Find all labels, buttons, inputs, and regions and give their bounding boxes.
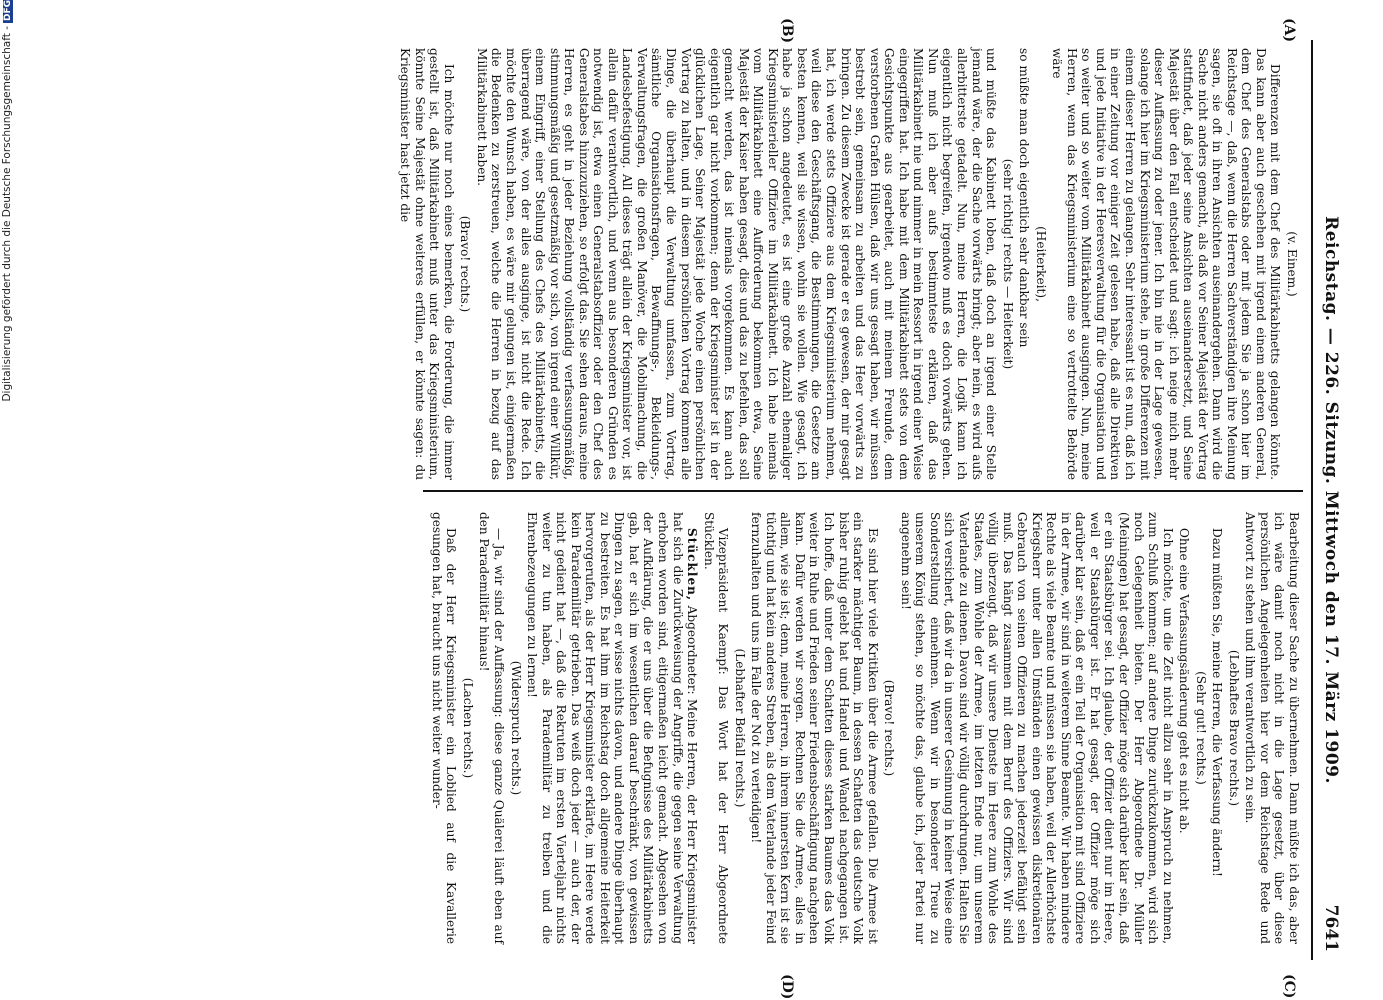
speaker-name: Stücklen, <box>685 528 700 602</box>
page-header <box>1311 40 1343 960</box>
paragraph: so müßte man doch eigentlich sehr dankbar sein <box>1017 48 1032 348</box>
paragraph: Differenzen mit dem Chef des Militärkabinetts gelangen könnte. Das kann aber auch geschehen mit irgend einem anderen General, dem Chef des Generalstabs oder mit jedem Sie ja schon hier im Reichstage —, daß, wenn die Herren Sachverständigen ihre Meinung sagen, sie oft in ihren Ansichten auseinandergehen. Dann wird die Sache nicht anders gemacht, als daß vor Seiner Majestät der Vortrag stattfindet, daß jeder seine Ansichten auseinandersetzt, und Seine Majestät über den Fall entscheidet und sagt: ich neige mich mehr dieser Auffassung zu oder jener. Ich bin nie in der Lage gewesen, solange ich hier im Kriegsministerium stehe, in große Differenzen mit einem dieser Herren zu gelangen. Sehr interessant ist es nun, daß ich in einer Zeitung vor einiger Zeit gelesen habe, daß alle Direktiven und jede Initiative in der Heeresverwaltung für die Organisation und so weiter und so weiter vom Militärkabinett ausgingen. Nun, meine Herren, wenn das Kriegsministerium eine so vertrottelte Behörde wäre <box>1050 48 1283 480</box>
right-column <box>431 512 1301 944</box>
speech-text: Abgeordneter: Meine Herren, der Herr Kriegsminister hat sich die Zurückweisung der Angriffe, die gegen seine Verwaltung erhoben worden sind, eitigermaßen leicht gemacht. Abgesehen von der Aufklärung, die er uns über die Befugnisse des Militärkabinetts gab, hat er sich im wesentlichen darauf beschränkt, von gewissen Dingen zu sagen, er wisse nichts davon, und andere Dinge überhaupt zu bestreiten. Es hat ihm im Reichstag doch allgemeine Heiterkeit hervorgerufen, als der Herr Kriegsminister erklärte, im Heere werde kein Parademilitär getrieben. Das weiß doch jeder — auch der, der nicht gedient hat —, daß die Rekruten im ersten Vierteljahr nichts weiter zu tun haben, als Parademilitär zu treiben und die Ehrenbezeugungen zu lernen! <box>525 512 700 944</box>
margin-marker-c: (C) <box>1281 974 1297 999</box>
digitization-credit <box>1 0 15 998</box>
paragraph: Bearbeitung dieser Sache zu übernehmen. Dann müßte ich das, aber ich wäre damit noch nicht in die Lage gesetzt, über diese persönlichen Angelegenheiten hier vor dem Reichstage Rede und Antwort zu stehen und ihm verantwortlich zu sein. <box>1243 512 1301 944</box>
paragraph: Daß der Herr Kriegsminister ein Loblied auf die Kavallerie gesungen hat, braucht uns nicht weiter wunder- <box>429 512 459 944</box>
interjection: (Sehr gut! rechts.) <box>1193 671 1208 785</box>
interjection: (Bravo! rechts.) <box>458 215 473 313</box>
interjection: (Bravo! rechts.) <box>882 679 897 777</box>
interjection: (sehr richtig! rechts — Heiterkeit) <box>1000 158 1015 370</box>
interjection: (Widerspruch rechts.) <box>508 660 523 796</box>
paragraph: Ich möchte nur noch eines bemerken, die Forderung, die immer gestellt ist, daß Militärkabinett muß unter das Kriegsministerium, könnte Seine Majestät ohne weiteres erfüllen, er könnte sagen: du Kriegsminister hast jetzt die <box>398 48 456 480</box>
paragraph: — Ja, wir sind der Auffassung: diese ganze Quälerei läuft eben auf den Parademilitär hinaus! <box>477 512 507 944</box>
left-column <box>398 48 1301 480</box>
paragraph: Vizepräsident Kaempf: Das Wort hat der Herr Abgeordnete Stücklen. <box>701 512 731 944</box>
column-divider <box>423 490 1303 492</box>
interjection: (Heiterkeit), <box>1033 226 1048 302</box>
margin-marker-d: (D) <box>779 974 795 1000</box>
paragraph: Ich möchte, um die Zeit nicht allzu sehr in Anspruch zu nehmen, zum Schluß kommen; auf andere Dinge zurückzukommen, wird sich noch Gelegenheit bieten. Der Herr Abgeordnete Dr. Müller (Meiningen) hat gesagt, der Offizier möge sich darüber klar sein, daß er ein Staatsbürger sei. Ich glaube, der Offizier dient nur im Heere, weil er Staatsbürger ist. Er hat gesagt, der Offizier möge sich darüber klar sein, daß er ein Teil der Organisation mit sind Offiziere in der Armee, wir sind in weiterem Sinne Beamte. Wir haben mindere Rechte als viele Beamte und müssen sie haben, weil der Allerhöchste Kriegsherr unter allen Umständen einen gewissen diskretionären Gebrauch von seinen Offizieren zu machen jederzeit befähigt sein muß. Das hängt zusammen mit dem Beruf des Offiziers. Wir sind völlig überzeugt, daß wir unsere Dienste im Heere zum Wohle des Staates, zum Wohle der Armee, im letzten Ende nur, um unserem Vaterlande zu dienen. Davon sind wir völlig durchdrungen. Halten Sie sich versichert, daß wir da in unserer Gesinnung in keiner Weise eine Sonderstellung einnehmen. Wenn wir in besonderer Treue zu unserem König stehen, so möchte das, glaube ich, jeder Partei nur angenehm sein! <box>898 512 1175 944</box>
margin-marker-a: (A) <box>1281 18 1297 43</box>
margin-marker-b: (B) <box>779 18 795 44</box>
paragraph: und müßte das Kabinett loben, daß doch an irgend einer Stelle jemand wäre, der die Sache vorwärts bringt; aber nein, es wird aufs allerbitterste getadelt. Nun, meine Herren, die Logik kann ich eigentlich nicht begreifen, irgendwo muß es doch vorwärts gehen. Nun muß ich aber aufs bestimmteste erklären, daß das Militärkabinett nie und nimmer in mein Ressort in irgend einer Weise eingegriffen hat. Ich habe mit dem Militärkabinett stets von dem Gesichtspunkte aus gearbeitet, auch mit meinem Freunde, dem verstorbenen Grafen Hülsen, daß wir uns gesagt haben, wir müssen bestrebt sein, gemeinsam zu arbeiten und das Heer vorwärts zu bringen. Zu diesem Zwecke ist gerade er es gewesen, der mir gesagt hat, ich werde stets Offiziere aus dem Kriegsministerium nehmen, weil diese den Geschäftsgang, die Bestimmungen, die Gesetze am besten kennen, weil sie wissen, wohin sie wollen. Wie gesagt, ich habe ja schon angedeutet, es ist eine große Anzahl ehemaliger Kriegsministerieller Offiziere im Militärkabinett. Ich habe niemals vom Militärkabinett eine Aufforderung bekommen etwa, Seine Majestät der Kaiser haben gesagt, dies und das zu befehlen, das soll gemacht werden, das ist niemals vorgekommen. Es kann auch eigentlich gar nicht vorkommen; denn der Kriegsminister ist in der glücklichen Lage, Seiner Majestät jede Woche einen persönlichen Vortrag zu halten, und in diesem persönlichen Vortrag kommen alle Dinge, die überhaupt die Verwaltung umfassen, zum Vortrag, sämtliche Organisationsfragen, Bewaffnungs-, Bekleidungs-, Verwaltungsfragen, die großen Manöver, die Mobilmachung, die Landesbefestigung. All dieses trägt allein der Kriegsminister vor, ist allein dafür verantwortlich, und wenn aus besonderen Gründen es notwendig ist, etwa einen Generalstabsoffizier oder den Chef des Generalstabes hinzuzuziehen, so erfolgt das. Sie sehen daraus, meine Herren, es geht in jeder Beziehung vollständig verfassungsmäßig, stimmungsmäßig und gesetzmäßig vor sich, von irgend einer Willkür, einem Eingriff, einer Stellung des Chefs des Militärkabinetts, die überragend wäre, von der alles ausginge, ist nicht die Rede. Ich möchte den Wunsch haben, es wäre mir gelungen ist, einigermaßen die Bedenken zu zerstreuen, welche die Herren in bezug auf das Militärkabinett haben. <box>474 48 999 480</box>
speaker-note: (v. Einem.) <box>1285 231 1299 297</box>
interjection: (Lebhafter Beifall rechts.) <box>732 648 747 808</box>
dfg-logo: DFG <box>3 0 13 22</box>
paragraph: Es sind hier viele Kritiken über die Armee gefallen. Die Armee ist ein starker mächtiger Baum, in dessen Schatten das deutsche Volk bisher ruhig gelebt hat und Handel und Wandel nachgegangen ist. Ich hoffe, daß unter dem Schatten dieses starken Baumes das Volk weiter in Ruhe und Frieden seiner Friedensbeschäftigung nachgehen kann. Dafür werden wir sorgen. Rechnen Sie die Armee, alles in allem, wie sie ist; denn, meine Herren, in ihrem innersten Kern ist sie tüchtig und hat kein anderes Streben, als dem Vaterlande jeder Feind fernzuhalten und uns im Falle der Not zu verteidigen! <box>749 512 880 944</box>
paragraph <box>525 512 700 944</box>
paragraph: Dazu müßten Sie, meine Herren, die Verfassung ändern! <box>1210 528 1225 877</box>
interjection: (Lebhaftes Bravo rechts.) <box>1226 649 1241 807</box>
page-number: 7641 <box>1321 904 1341 952</box>
interjection: (Lachen rechts.) <box>460 677 475 779</box>
header-title: Reichstag. — 226. Sitzung. Mittwoch den 17. März 1909. <box>1321 216 1341 784</box>
paragraph: Ohne eine Verfassungsänderung geht es nicht ab. <box>1177 528 1192 834</box>
credit-text: Digitalisierung gefördert durch die Deutsche Forschungsgemeinschaft - <box>1 26 13 402</box>
